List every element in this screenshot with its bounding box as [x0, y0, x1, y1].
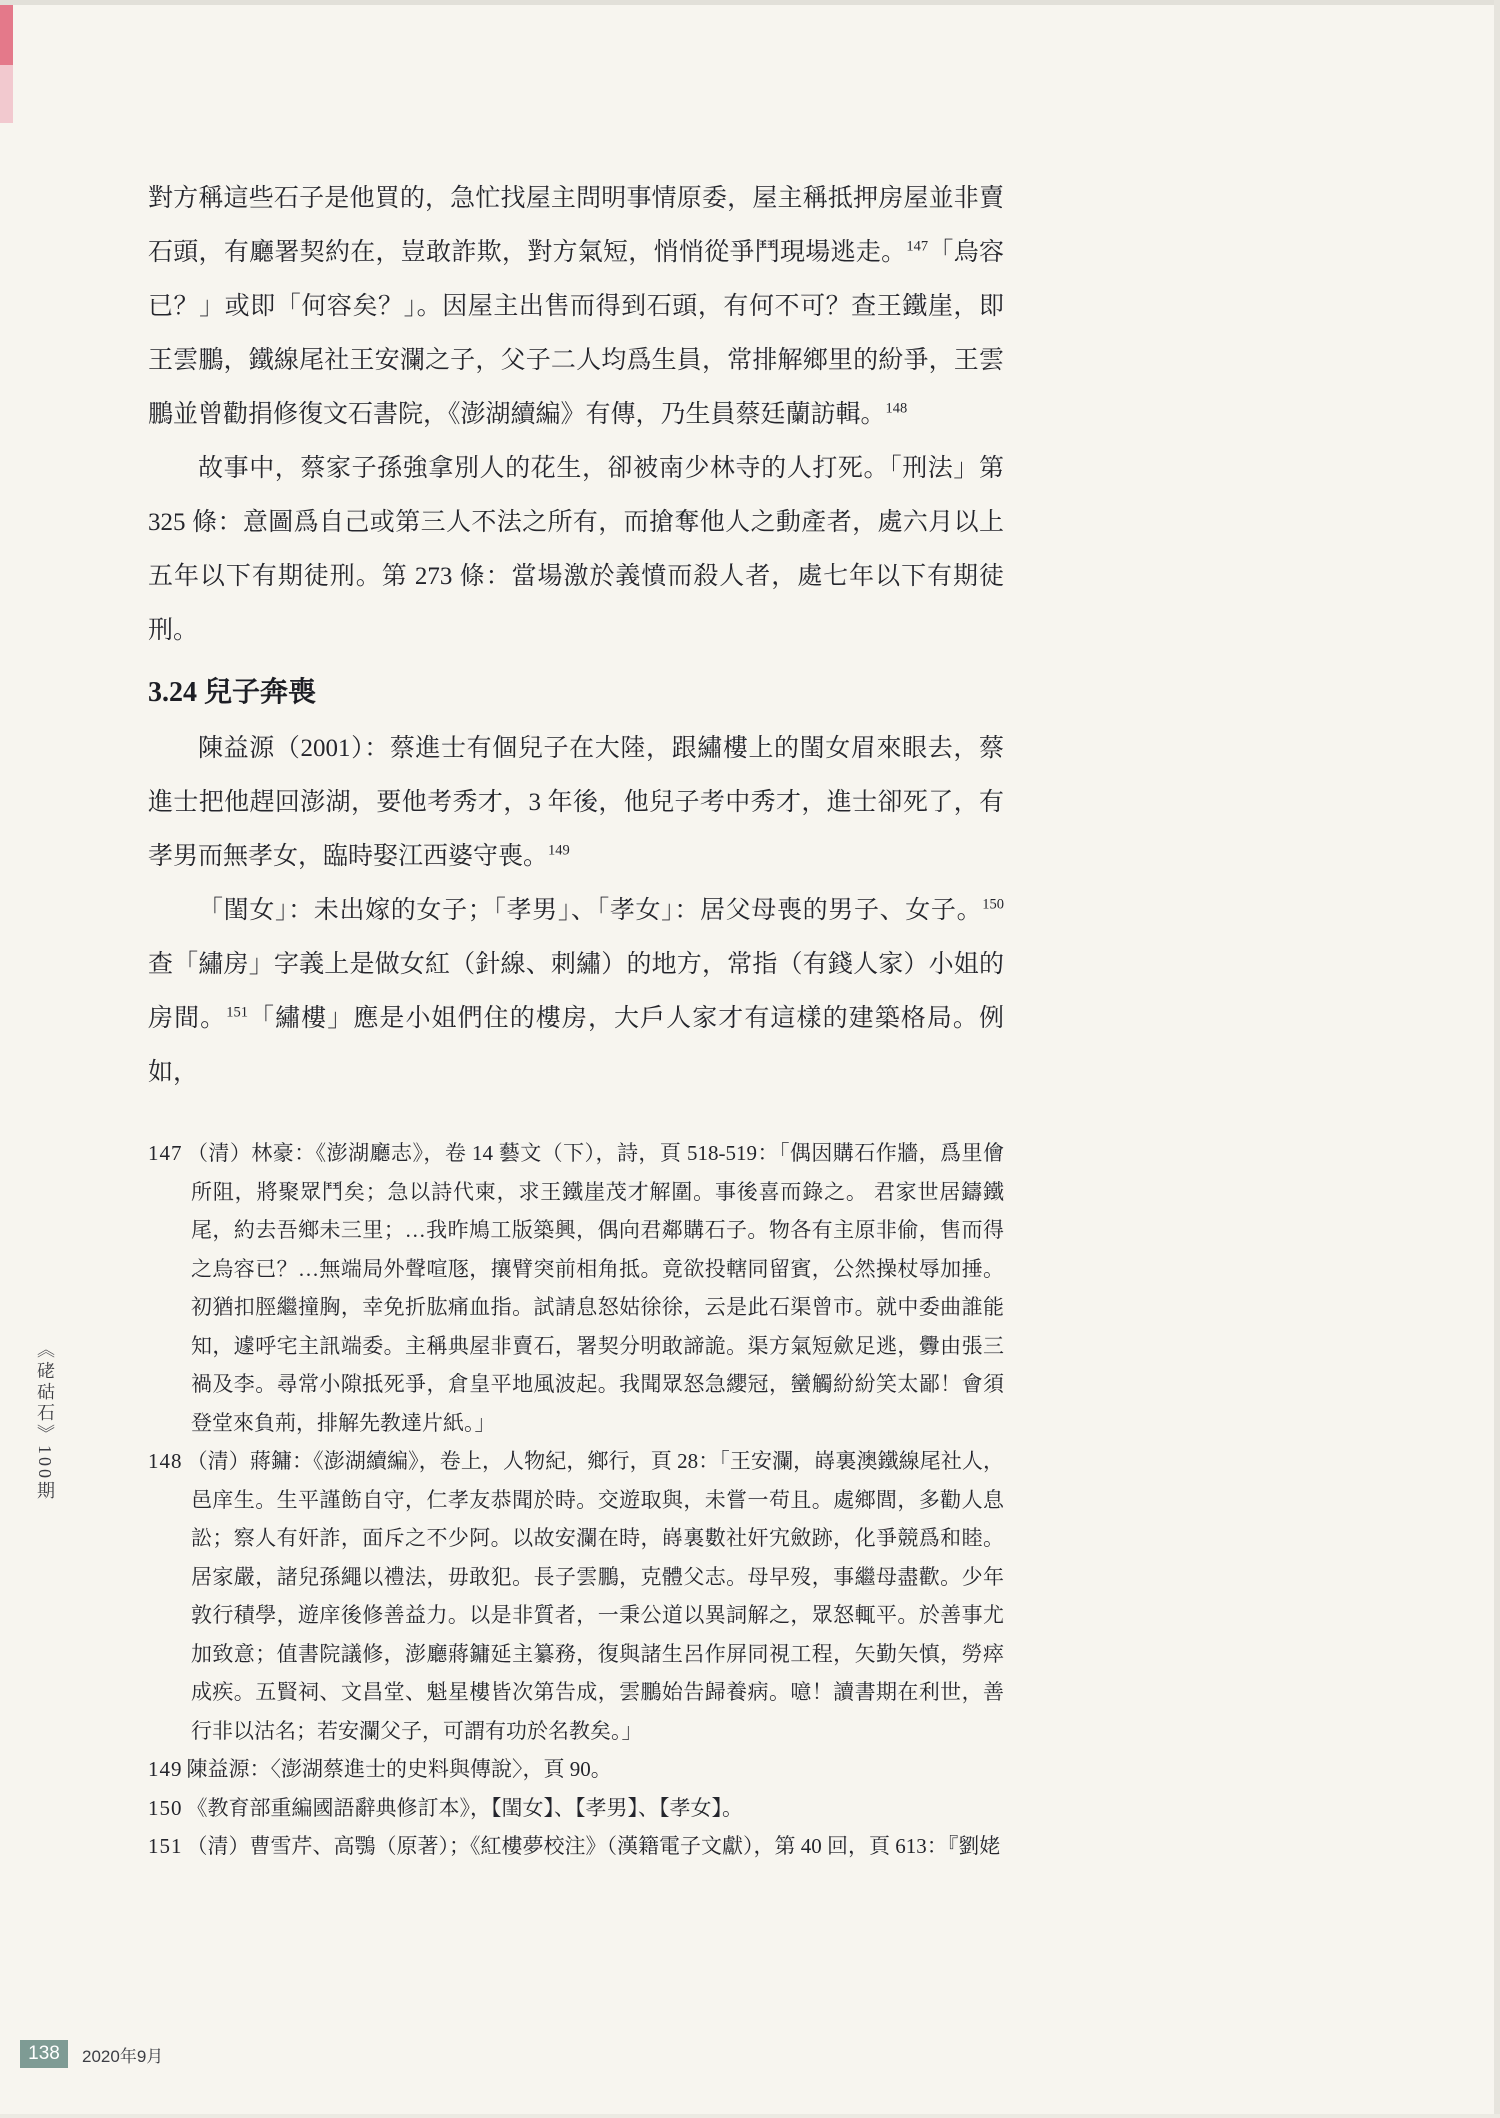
footnote-ref: 150	[982, 896, 1004, 913]
footnote-ref: 147	[906, 238, 929, 255]
body-paragraph	[148, 722, 1004, 884]
footnote-ref: 149	[548, 842, 570, 859]
pink-corner-mark-fade	[0, 65, 13, 123]
text-run: 「閨女」：未出嫁的女子；「孝男」、「孝女」：居父母喪的男子、女子。	[198, 897, 983, 924]
text-run: 對方稱這些石子是他買的，急忙找屋主問明事情原委，屋主稱抵押房屋並非賣石頭，有廳署契約在，豈敢詐欺，對方氣短，悄悄從爭鬥現場逃走。	[148, 185, 1004, 266]
scan-edge-bottom	[0, 2114, 1500, 2118]
scan-edge-right	[1494, 0, 1500, 2118]
footnote	[148, 1750, 1004, 1789]
issue-date: 2020年9月	[82, 2046, 164, 2066]
footnote-text: （清）林豪：《澎湖廳志》，卷 14 藝文（下），詩，頁 518-519：「偶因購石作牆，爲里儈所阻，將聚眾鬥矣；急以詩代柬，求王鐵崖茂才解圍。事後喜而錄之。 君家世居鑄鐵尾，約去吾鄉未三里；…我昨鳩工版築興，偶向君鄰購石子。物各有主原非偷，售而得之烏容已？…無端局外聲喧豗，攘臂突前相角抵。竟欲投轄同留賓，公然操杖辱加捶。初猶扣脛繼撞胸，幸免折肱痛血指。試請息怒姑徐徐，云是此石渠曾市。就中委曲誰能知，遽呼宅主訊端委。主稱典屋非賣石，署契分明敢諦詭。渠方氣短歛足逃，釁由張三禍及李。尋常小隙抵死爭，倉皇平地風波起。我聞眾怒急纓冠，蠻觸紛紛笑太鄙！會須登堂來負荊，排解先教達片紙。」	[186, 1141, 1004, 1435]
footnote-text: （清）曹雪芹、高鶚（原著）；《紅樓夢校注》（漢籍電子文獻），第 40 回，頁 613：『劉姥	[186, 1834, 1001, 1858]
footnote-text: 《教育部重編國語辭典修訂本》，【閨女】、【孝男】、【孝女】。	[186, 1795, 743, 1820]
footnote-number: 149	[148, 1757, 183, 1781]
journal-spine-title: 《硓𥑮石》100期	[35, 1340, 55, 1502]
footnote	[148, 1134, 1004, 1442]
body-paragraph	[148, 442, 1004, 658]
pink-corner-mark	[0, 5, 13, 65]
footnote-number: 151	[148, 1834, 183, 1858]
footnote	[148, 1827, 1004, 1866]
scan-edge-top	[0, 0, 1500, 5]
page-number-badge: 138	[20, 2040, 68, 2068]
text-run: 故事中，蔡家子孫強拿別人的花生，卻被南少林寺的人打死。「刑法」第 325 條：意圖爲自己或第三人不法之所有，而搶奪他人之動產者，處六月以上五年以下有期徒刑。第 273 條：當場激於義憤而殺人者，處七年以下有期徒刑。	[148, 455, 1004, 644]
footnote-number: 150	[148, 1795, 183, 1820]
text-run: 「烏容已？」或即「何容矣？」。因屋主出售而得到石頭，有何不可？查王鐵崖，即王雲鵬，鐵線尾社王安瀾之子，父子二人均爲生員，常排解鄉里的紛爭，王雲鵬並曾勸捐修復文石書院，《澎湖續編》有傳，乃生員蔡廷蘭訪輯。	[148, 239, 1004, 428]
footnote-number: 147	[148, 1141, 183, 1165]
text-run: 陳益源（2001）：蔡進士有個兒子在大陸，跟繡樓上的閨女眉來眼去，蔡進士把他趕回澎湖，要他考秀才，3 年後，他兒子考中秀才，進士卻死了，有孝男而無孝女，臨時娶江西婆守喪。	[148, 735, 1004, 870]
text-column	[148, 172, 1004, 1866]
body-paragraph	[148, 172, 1004, 442]
footnote	[148, 1442, 1004, 1750]
footnote-text: （清）蔣鏞：《澎湖續編》，卷上，人物紀，鄉行，頁 28：「王安瀾，嵵裏澳鐵線尾社人，邑庠生。生平謹飭自守，仁孝友恭聞於時。交遊取與，未嘗一苟且。處鄉閭，多勸人息訟；察人有奸詐，面斥之不少阿。以故安瀾在時，嵵裏數社奸宄斂跡，化爭競爲和睦。居家嚴，諸兒孫繩以禮法，毋敢犯。長子雲鵬，克體父志。母早歿，事繼母盡歡。少年敦行積學，遊庠後修善益力。以是非質者，一秉公道以異詞解之，眾怒輒平。於善事尤加致意；值書院議修，澎廳蔣鏞延主纂務，復與諸生呂作屏同視工程，矢勤矢慎，勞瘁成疾。五賢祠、文昌堂、魁星樓皆次第告成，雲鵬始告歸養病。噫！讀書期在利世，善行非以沽名；若安瀾父子，可謂有功於名教矣。」	[186, 1449, 1004, 1743]
text-run: 「繡樓」應是小姐們住的樓房，大戶人家才有這樣的建築格局。例如，	[148, 1005, 1004, 1086]
footnote-number: 148	[148, 1449, 183, 1473]
footnote-ref: 151	[226, 1004, 248, 1021]
body-paragraph	[148, 884, 1004, 1100]
footnote-text: 陳益源：〈澎湖蔡進士的史料與傳說〉，頁 90。	[186, 1757, 612, 1781]
footnote-ref: 148	[885, 400, 908, 417]
page-footer	[20, 2040, 163, 2070]
section-heading: 3.24 兒子奔喪	[148, 677, 317, 708]
body-text-block	[148, 172, 1004, 1100]
footnote	[148, 1789, 1004, 1828]
footnotes-section	[148, 1134, 1004, 1866]
text-run: 查「繡房」字義上是做女紅（針線、刺繡）的地方，常指（有錢人家）小姐的房間。	[148, 951, 1004, 1032]
